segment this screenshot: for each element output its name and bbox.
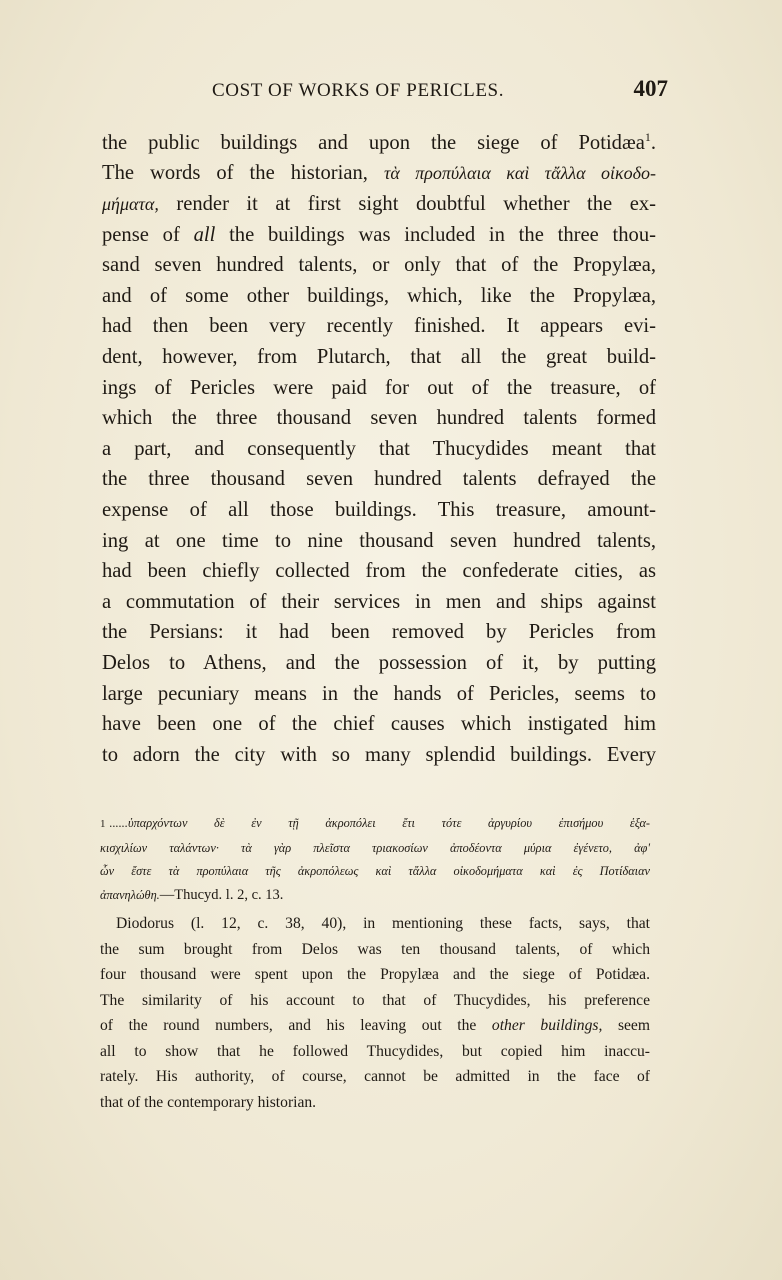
text-line: pense of all the buildings was included in the three thou- (102, 223, 656, 246)
footnote-line: rately. His authority, of course, cannot be admitted in the face of (100, 1068, 650, 1086)
text-line: dent, however, from Plutarch, that all the great build- (102, 346, 656, 369)
text-line: expense of all those buildings. This treasure, amount- (102, 498, 656, 521)
greek-quote: τὰ προπύλαια καὶ τἄλλα οἰκοδο- (383, 163, 656, 184)
page-header (102, 76, 668, 106)
footnote-line: of the round numbers, and his leaving out the other buildings, seem (100, 1017, 650, 1035)
footnote-line: κισχιλίων ταλάντων· τὰ γὰρ πλεῖστα τριακοσίων ἀποδέοντα μύρια ἐγένετο, ἀφ' (100, 840, 650, 855)
text-line: had been chiefly collected from the confederate cities, as (102, 560, 656, 583)
text-line: have been one of the chief causes which instigated him (102, 713, 656, 736)
footnote-line: Diodorus (l. 12, c. 38, 40), in mentioning these facts, says, that (116, 915, 650, 933)
footnote-line: ὧν ἔστε τὰ προπύλαια τῆς ἀκροπόλεως καὶ τἄλλα οἰκοδομήματα καὶ ἐς Ποτίδαιαν (100, 864, 650, 879)
text-line: sand seven hundred talents, or only that of the Propylæa, (102, 254, 656, 277)
main-text (102, 122, 656, 770)
footnote-line: the sum brought from Delos was ten thousand talents, of which (100, 940, 650, 958)
footnote-reference: 1 (644, 130, 651, 144)
footnote-marker: 1 (100, 818, 106, 830)
text-line: to adorn the city with so many splendid buildings. Every (102, 743, 656, 766)
page-number: 407 (633, 76, 668, 101)
emphasis: all (193, 223, 216, 246)
running-title: COST OF WORKS OF PERICLES. (212, 80, 505, 101)
text-line: μήματα, render it at first sight doubtful whether the ex- (102, 193, 656, 216)
text-line: a part, and consequently that Thucydides meant that (102, 437, 656, 460)
footnote-line: all to show that he followed Thucydides, but copied him inaccu- (100, 1042, 650, 1060)
footnote-line: The similarity of his account to that of Thucydides, his preference (100, 991, 650, 1009)
text-line: The words of the historian, τὰ προπύλαια καὶ τἄλλα οἰκοδο- (102, 162, 656, 185)
citation: —Thucyd. l. 2, c. 13. (159, 886, 284, 903)
text-line: the Persians: it had been removed by Pericles from (102, 621, 656, 644)
footnote-commentary (100, 911, 650, 1115)
text-line: Delos to Athens, and the possession of it, by putting (102, 651, 656, 674)
footnote-line: 1 ......ὑπαρχόντων δὲ ἐν τῇ ἀκροπόλει ἔτι τότε ἀργυρίου ἐπισήμου ἑξα- (100, 816, 650, 830)
text-line: the public buildings and upon the siege of Potidæa$^1$. (102, 130, 656, 154)
greek-quote: μήματα, (102, 194, 159, 215)
text-line: which the three thousand seven hundred talents formed (102, 407, 656, 430)
text-line: a commutation of their services in men and ships against (102, 590, 656, 613)
text-line: and of some other buildings, which, like the Propylæa, (102, 284, 656, 307)
text-line: large pecuniary means in the hands of Pericles, seems to (102, 682, 656, 705)
text-line: the three thousand seven hundred talents defrayed the (102, 468, 656, 491)
text-line: ing at one time to nine thousand seven hundred talents, (102, 529, 656, 552)
footnote-greek-quotation (100, 812, 650, 907)
footnote-line: four thousand were spent upon the Propylæa and the siege of Potidæa. (100, 966, 650, 984)
emphasis: other buildings, (491, 1017, 603, 1035)
text-line: ings of Pericles were paid for out of the treasure, of (102, 376, 656, 399)
footnotes (100, 812, 650, 1115)
footnote-line: ἀπανηλώθη.—Thucyd. l. 2, c. 13. (100, 886, 284, 903)
footnote-line: that of the contemporary historian. (100, 1093, 317, 1111)
text-line: had then been very recently finished. It appears evi- (102, 315, 656, 338)
